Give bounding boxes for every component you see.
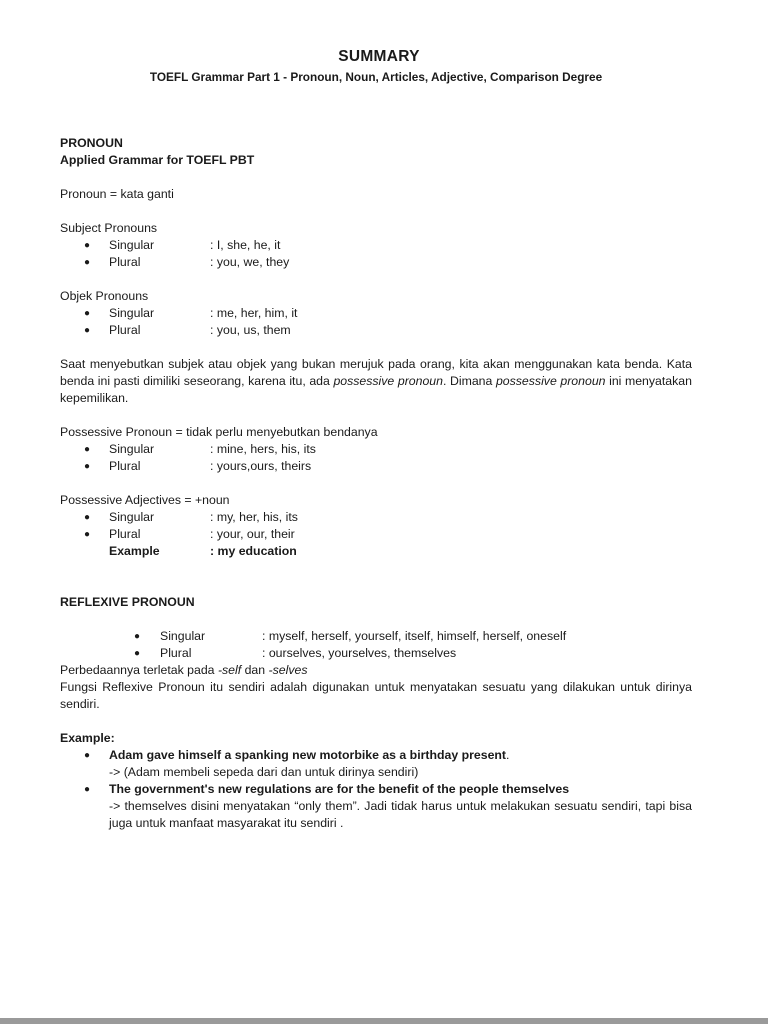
bullet-icon: ● <box>84 512 91 523</box>
example-list <box>60 747 692 764</box>
bullet-icon: ● <box>84 308 91 319</box>
bullet-icon: ● <box>84 529 91 540</box>
reflexive-pronoun-list <box>60 628 692 662</box>
page-bottom-edge <box>0 1018 768 1024</box>
list-item: ● Plural : your, our, their <box>84 527 295 541</box>
subject-pronouns-list <box>60 237 692 271</box>
bullet-icon: ● <box>84 257 91 268</box>
reflexive-difference: Perbedaannya terletak pada -self dan -selves <box>60 663 308 677</box>
list-item: ● Singular : mine, hers, his, its <box>84 442 316 456</box>
possessive-adjectives-list <box>60 509 692 560</box>
list-item: ● Singular : myself, herself, yourself, itself, himself, herself, oneself <box>134 629 567 643</box>
list-item: ● Singular : I, she, he, it <box>84 238 281 252</box>
list-item: ● Adam gave himself a spanking new motorbike as a birthday present. <box>84 748 510 762</box>
object-pronouns-label: Objek Pronouns <box>60 289 149 303</box>
list-item: ● Plural : ourselves, yourselves, themselves <box>134 646 457 660</box>
object-pronouns-list <box>60 305 692 339</box>
document-subtitle: TOEFL Grammar Part 1 - Pronoun, Noun, Articles, Adjective, Comparison Degree <box>149 70 603 84</box>
subject-pronouns-label: Subject Pronouns <box>60 221 158 235</box>
list-item: ● The government's new regulations are for the benefit of the people themselves <box>84 782 570 796</box>
possessive-pronoun-list <box>60 441 692 475</box>
example-list <box>60 781 692 798</box>
example-note: -> themselves disini menyatakan “only them”. Jadi tidak harus untuk melakukan sesuatu sendiri, tapi bisa juga untuk manfaat masyarakat itu sendiri . <box>109 799 692 830</box>
section-heading-reflexive: REFLEXIVE PRONOUN <box>60 595 195 609</box>
list-item: ● Plural : you, we, they <box>84 255 290 269</box>
possessive-adjectives-label: Possessive Adjectives = +noun <box>60 493 230 507</box>
pronoun-definition: Pronoun = kata ganti <box>60 187 174 201</box>
bullet-icon: ● <box>84 325 91 336</box>
list-item: ● Singular : me, her, him, it <box>84 306 298 320</box>
bullet-icon: ● <box>134 631 141 642</box>
bullet-icon: ● <box>134 648 141 659</box>
bullet-icon: ● <box>84 784 91 795</box>
list-item-example: Example : my education <box>109 544 297 558</box>
possessive-pronoun-label: Possessive Pronoun = tidak perlu menyebutkan bendanya <box>60 425 378 439</box>
bullet-icon: ● <box>84 461 91 472</box>
section-heading-pronoun: PRONOUN <box>60 136 123 150</box>
bullet-icon: ● <box>84 240 91 251</box>
document-title: SUMMARY <box>338 48 420 65</box>
example-heading: Example: <box>60 731 115 745</box>
reflexive-function: Fungsi Reflexive Pronoun itu sendiri adalah digunakan untuk menyatakan sesuatu yang dilakukan untuk dirinya sendiri. <box>60 680 692 711</box>
bullet-icon: ● <box>84 750 91 761</box>
list-item: ● Plural : yours,ours, theirs <box>84 459 312 473</box>
bullet-icon: ● <box>84 444 91 455</box>
possessive-explanation-paragraph: Saat menyebutkan subjek atau objek yang bukan merujuk pada orang, kita akan menggunakan kata benda. Kata benda ini pasti dimiliki seseorang, karena itu, ada possessive pronoun. Dimana possessive pronoun ini menyatakan kepemilikan. <box>60 357 692 405</box>
example-note: -> (Adam membeli sepeda dari dan untuk dirinya sendiri) <box>109 765 419 779</box>
document-content <box>60 48 692 832</box>
list-item: ● Plural : you, us, them <box>84 323 291 337</box>
section-subheading: Applied Grammar for TOEFL PBT <box>60 153 255 167</box>
list-item: ● Singular : my, her, his, its <box>84 510 298 524</box>
